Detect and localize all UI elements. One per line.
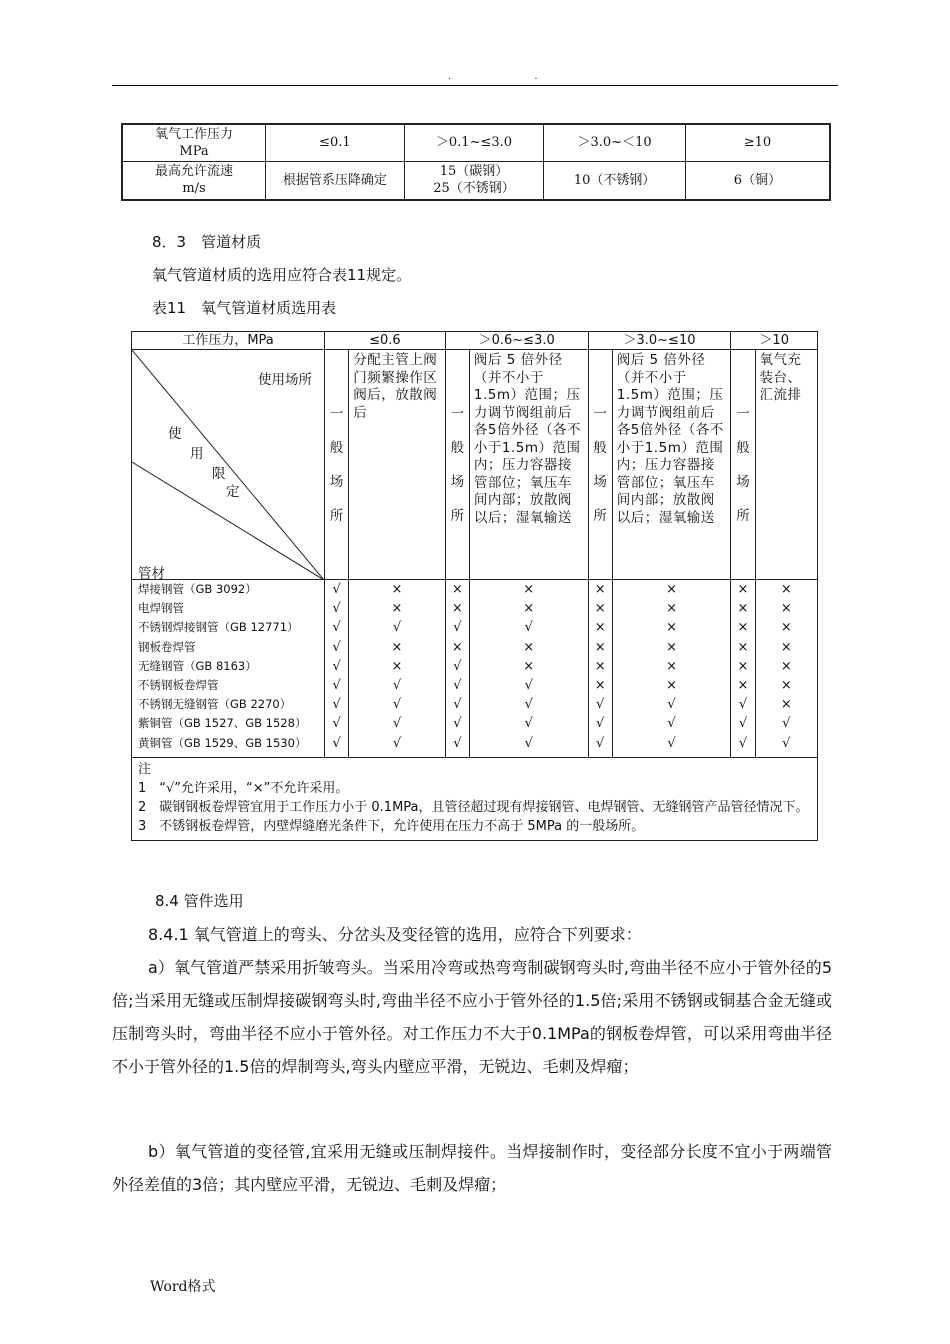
- general-place: 一般场所: [445, 350, 469, 580]
- list-item: 钢板卷焊管: [138, 639, 196, 654]
- use-limit-row: [132, 350, 818, 580]
- mark-cell: √: [332, 620, 341, 636]
- list-item: 紫铜管（GB 1527、GB 1528）: [138, 716, 307, 731]
- mark-cell: ×: [666, 658, 678, 674]
- list-item: 黄铜管（GB 1529、GB 1530）: [138, 735, 307, 750]
- mark-col: [325, 580, 349, 758]
- mark-cell: ×: [594, 620, 606, 636]
- diag-char: 定: [226, 484, 240, 500]
- mark-cell: √: [738, 735, 748, 751]
- pressure-col-4: ＞10: [731, 332, 818, 350]
- use-desc-3: 阀后 5 倍外径（并不小于1.5m）范围；压力调节阀组前后各5倍外径（各不小于1.5m）范围内；压力容器接管部位；氧压车间内部；放散阀以后；湿氧输送: [612, 350, 731, 580]
- list-item: 不锈钢无缝钢管（GB 2270）: [138, 697, 292, 712]
- mark-cell: ×: [594, 678, 606, 694]
- mark-cell: √: [782, 735, 791, 751]
- mark-cell: √: [453, 735, 462, 751]
- mark-cell: ×: [737, 601, 749, 617]
- pressure-corner: 工作压力，MPa: [132, 332, 325, 350]
- mark-cell: √: [332, 678, 341, 694]
- paragraph-b: b）氧气管道的变径管,宜采用无缝或压制焊接件。当焊接制作时，变径部分长度不宜小于两端管外径差值的3倍；其内壁应平滑，无锐边、毛刺及焊瘤；: [112, 1142, 832, 1194]
- diag-char: 限: [212, 466, 226, 482]
- mark-cell: √: [453, 620, 462, 636]
- note-line: 2 碳钢钢板卷焊管宜用于工作压力小于 0.1MPa，且管径超过现有焊接钢管、电焊钢管、无缝钢管产品管径情况下。: [138, 800, 809, 815]
- mark-cell: ×: [594, 658, 606, 674]
- mark-cell: ×: [780, 620, 792, 636]
- mark-cell: √: [332, 639, 341, 655]
- table-cell: 15（碳钢） 25（不锈钢）: [404, 161, 544, 200]
- mark-cell: ×: [523, 658, 535, 674]
- use-place-label: 使用场所: [258, 372, 312, 388]
- mark-cell: ×: [594, 601, 606, 617]
- mark-cell: √: [332, 582, 341, 597]
- mark-cell: √: [392, 697, 402, 713]
- use-desc-2: 阀后 5 倍外径（并不小于1.5m）范围；压力调节阀组前后各5倍外径（各不小于1.5m）范围内；压力容器接管部位；氧压车间内部；放散阀以后；湿氧输送: [469, 350, 588, 580]
- diagonal-header: [132, 350, 325, 580]
- mark-cell: ×: [737, 678, 749, 694]
- mark-cell: √: [392, 716, 402, 732]
- mark-cell: √: [524, 678, 533, 694]
- mark-cell: ×: [780, 658, 792, 674]
- mark-cell: ×: [780, 697, 792, 713]
- note-line: 3 不锈钢板卷焊管，内壁焊缝磨光条件下，允许使用在压力不高于 5MPa 的一般场所。: [138, 819, 645, 834]
- mark-cell: ×: [391, 582, 403, 597]
- mark-cell: ×: [737, 620, 749, 636]
- table-cell: 根据管系压降确定: [266, 161, 405, 200]
- mark-cell: ×: [594, 639, 606, 655]
- section-text: 氧气管道材质的选用应符合表11规定。: [152, 266, 412, 284]
- mark-cell: ×: [451, 601, 463, 617]
- table-cell: ≥10: [685, 124, 830, 161]
- table-cell: ＞0.1~≤3.0: [404, 124, 544, 161]
- mark-cell: √: [667, 735, 676, 751]
- flow-speed-table: [121, 123, 831, 201]
- table-row: [122, 161, 830, 200]
- mark-cell: ×: [780, 601, 792, 617]
- paragraph: 8.4.1 氧气管道上的弯头、分岔头及变径管的选用，应符合下列要求：: [148, 925, 642, 944]
- list-item: 不锈钢板卷焊管: [138, 678, 219, 693]
- mark-cell: √: [524, 697, 533, 713]
- mark-cell: ×: [666, 639, 678, 655]
- list-item: 不锈钢焊接钢管（GB 12771）: [138, 620, 299, 635]
- header-dots: . .: [448, 71, 578, 82]
- mark-cell: √: [667, 716, 676, 732]
- mark-col: [588, 580, 612, 758]
- paragraph-a: a）氧气管道严禁采用折皱弯头。当采用冷弯或热弯弯制碳钢弯头时,弯曲半径不应小于管外径的5倍;当采用无缝或压制焊接碳钢弯头时,弯曲半径不应小于管外径的1.5倍;采用不锈钢或铜基合金无缝或压制弯头时，弯曲半径不应小于管外径。对工作压力不大于0.1MPa的钢板卷焊管，可以采用弯曲半径不小于管外径的1.5倍的焊制弯头,弯头内壁应平滑，无锐边、毛刺及焊瘤；: [112, 958, 832, 1076]
- mark-col: [612, 580, 731, 758]
- general-place: 一般场所: [325, 350, 349, 580]
- general-place: 一般场所: [588, 350, 612, 580]
- use-desc-1: 分配主管上阀门频繁操作区阀后，放散阀后: [349, 350, 446, 580]
- list-item: 焊接钢管（GB 3092）: [138, 582, 257, 596]
- table-cell: ＞3.0~＜10: [544, 124, 686, 161]
- mark-cell: ×: [737, 582, 749, 597]
- mark-cell: √: [392, 620, 402, 636]
- mark-cell: √: [453, 716, 462, 732]
- row-label: 最高允许流速 m/s: [122, 161, 266, 200]
- pressure-col-2: ＞0.6~≤3.0: [445, 332, 588, 350]
- mark-cell: ×: [737, 658, 749, 674]
- note-line: 1 “√”允许采用，“×”不允许采用。: [138, 781, 349, 796]
- mark-cell: ×: [737, 639, 749, 655]
- mark-cell: √: [524, 716, 533, 732]
- mark-col: [469, 580, 588, 758]
- mark-cell: √: [667, 697, 676, 713]
- table-caption: 表11 氧气管道材质选用表: [152, 299, 337, 317]
- mark-cell: ×: [666, 620, 678, 636]
- mark-cell: √: [524, 620, 533, 636]
- table-row: [122, 124, 830, 161]
- mark-cell: ×: [391, 658, 403, 674]
- table-cell: ≤0.1: [266, 124, 405, 161]
- mark-cell: √: [332, 697, 341, 713]
- mark-cell: ×: [391, 639, 403, 655]
- mark-cell: ×: [666, 601, 678, 617]
- use-desc-4: 氧气充装台、汇流排: [755, 350, 817, 580]
- diag-char: 使: [168, 426, 182, 442]
- mark-cell: ×: [780, 639, 792, 655]
- mark-cell: √: [332, 735, 341, 751]
- mark-cell: ×: [523, 639, 535, 655]
- mark-cell: ×: [523, 601, 535, 617]
- mark-cell: ×: [391, 601, 403, 617]
- footer: Word格式: [150, 1279, 216, 1295]
- mark-col: [445, 580, 469, 758]
- mark-cell: ×: [594, 582, 606, 597]
- material-selection-table: [131, 331, 818, 841]
- mark-cell: √: [392, 735, 402, 751]
- section-heading-8-4: 8.4 管件选用: [155, 892, 244, 910]
- mark-cell: ×: [666, 678, 678, 694]
- mark-cell: ×: [666, 582, 678, 597]
- section-heading-8-3: 8．3 管道材质: [152, 233, 262, 251]
- list-item: 电焊钢管: [138, 601, 184, 616]
- mark-cell: √: [453, 678, 462, 694]
- pressure-col-1: ≤0.6: [325, 332, 446, 350]
- mark-cell: √: [596, 716, 605, 732]
- mark-cell: √: [453, 658, 462, 674]
- pressure-col-3: ＞3.0~≤10: [588, 332, 731, 350]
- mark-col: [349, 580, 446, 758]
- table-cell: 10（不锈钢）: [544, 161, 686, 200]
- list-item: 无缝钢管（GB 8163）: [138, 658, 257, 673]
- mark-cell: ×: [780, 582, 792, 597]
- mark-cell: √: [392, 678, 402, 694]
- mark-col: [755, 580, 817, 758]
- table-header-row: [132, 332, 818, 350]
- mark-cell: √: [332, 658, 341, 674]
- mark-cell: √: [332, 716, 341, 732]
- material-label: 管材: [138, 566, 165, 582]
- table-cell: 6（铜）: [685, 161, 830, 200]
- mark-cell: ×: [780, 678, 792, 694]
- mark-cell: √: [738, 716, 748, 732]
- mark-cell: ×: [451, 582, 463, 597]
- general-place: 一般场所: [731, 350, 755, 580]
- mark-cell: √: [524, 735, 533, 751]
- mark-cell: √: [453, 697, 462, 713]
- diag-char: 用: [190, 446, 204, 462]
- note-line: 注: [138, 762, 152, 777]
- mark-col: [731, 580, 755, 758]
- row-label: 氧气工作压力 MPa: [122, 124, 266, 161]
- mark-cell: ×: [451, 639, 463, 655]
- mark-cell: √: [332, 601, 341, 617]
- table-notes: [132, 758, 818, 841]
- header-rule: [112, 85, 838, 86]
- mark-cell: ×: [523, 582, 535, 597]
- material-names: [132, 580, 325, 758]
- notes-row: [132, 758, 818, 841]
- mark-cell: √: [738, 697, 748, 713]
- mark-cell: √: [782, 716, 791, 732]
- material-rows: [132, 580, 818, 758]
- mark-cell: √: [596, 735, 605, 751]
- mark-cell: √: [596, 697, 605, 713]
